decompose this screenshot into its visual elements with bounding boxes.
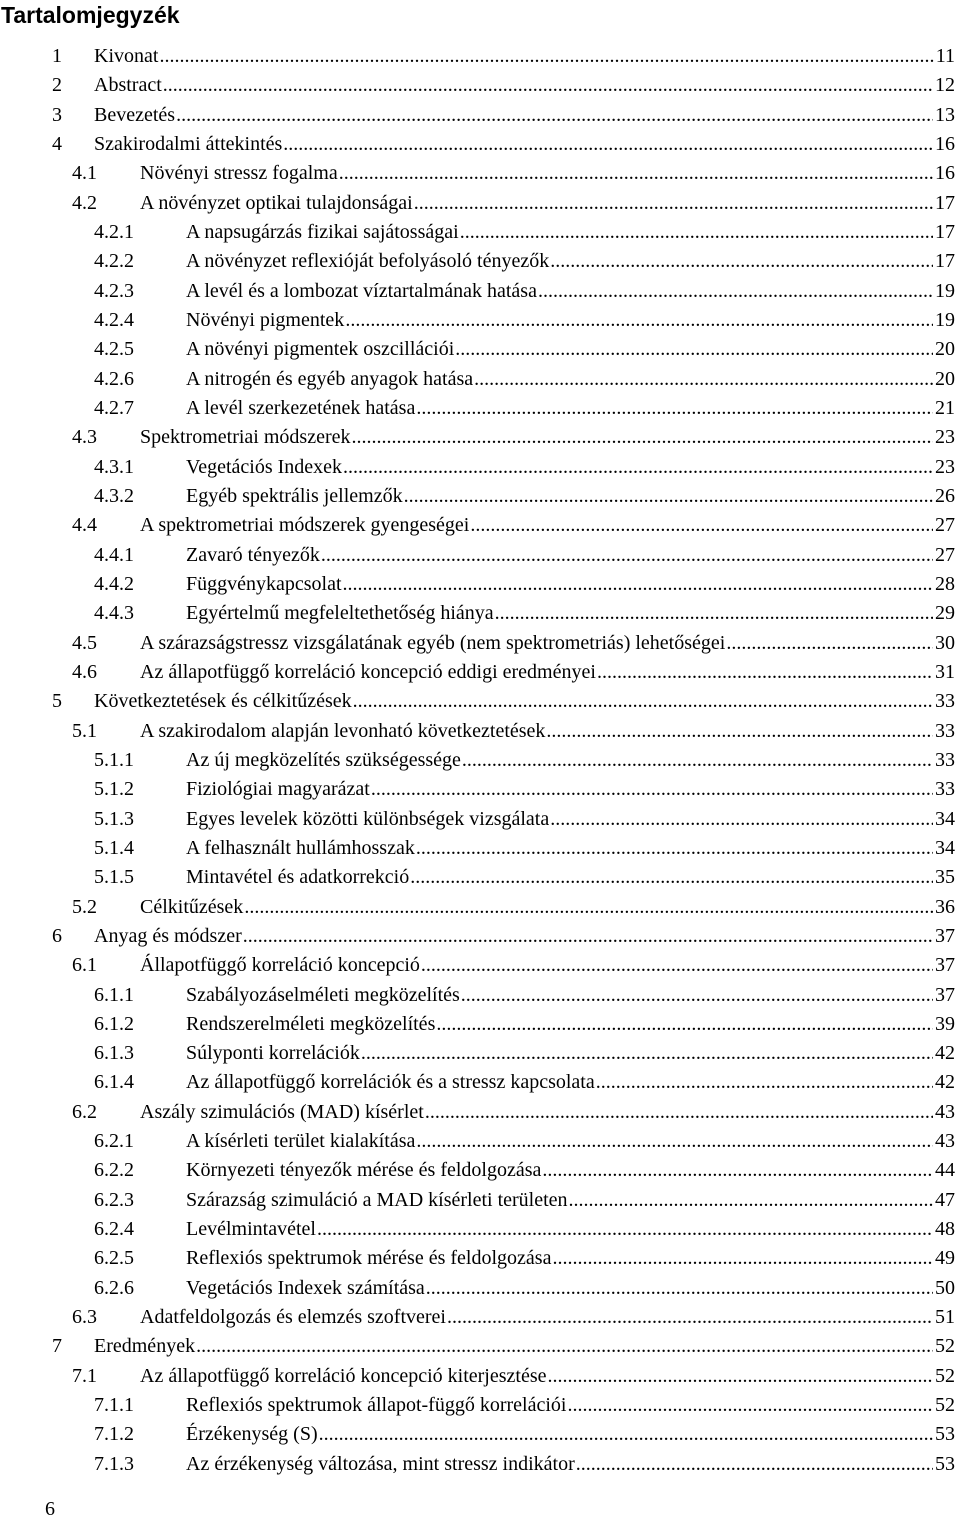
toc-entry-number: 4.5 [72, 631, 97, 654]
dot-leader [548, 1362, 934, 1391]
toc-entry-title: Az állapotfüggő korreláció koncepció eddigi eredményei [140, 660, 596, 683]
toc-entry-number: 6.2.4 [94, 1218, 134, 1241]
toc-entry-title: Aszály szimulációs (MAD) kísérlet [140, 1100, 424, 1123]
toc-entry-page: 33 [935, 778, 955, 801]
toc-heading: Tartalomjegyzék [1, 2, 180, 28]
toc-entry-page: 37 [935, 983, 955, 1006]
toc-entry-page: 33 [935, 719, 955, 742]
toc-entry-number: 5.1.1 [94, 748, 134, 771]
dot-leader [474, 365, 933, 394]
toc-entry-number: 6.2.2 [94, 1159, 134, 1182]
toc-entry[interactable] [0, 1215, 960, 1244]
dot-leader [345, 306, 933, 335]
dot-leader [567, 1391, 933, 1420]
toc-entry[interactable] [0, 629, 960, 658]
toc-entry-page: 20 [935, 367, 955, 390]
toc-entry-page: 43 [935, 1130, 955, 1153]
toc-entry-page: 43 [935, 1100, 955, 1123]
toc-entry[interactable] [0, 365, 960, 394]
toc-entry[interactable] [0, 922, 960, 951]
toc-entry-number: 4.2.7 [94, 396, 134, 419]
toc-entry-page: 30 [935, 631, 955, 654]
toc-entry[interactable] [0, 570, 960, 599]
toc-entry-title: A levél szerkezetének hatása [186, 396, 416, 419]
toc-entry[interactable] [0, 247, 960, 276]
toc-entry[interactable] [0, 394, 960, 423]
dot-leader [421, 951, 933, 980]
toc-entry-page: 37 [935, 954, 955, 977]
toc-entry-number: 4.1 [72, 162, 97, 185]
toc-entry[interactable] [0, 189, 960, 218]
toc-entry-number: 6.1 [72, 954, 97, 977]
toc-entry-title: Az új megközelítés szükségessége [186, 748, 461, 771]
toc-entry-title: Következtetések és célkitűzések [94, 690, 352, 713]
toc-entry-page: 34 [935, 807, 955, 830]
toc-entry[interactable] [0, 658, 960, 687]
toc-entry-number: 4.6 [72, 660, 97, 683]
dot-leader [283, 130, 933, 159]
dot-leader [163, 71, 933, 100]
toc-entry[interactable] [0, 981, 960, 1010]
dot-leader [244, 893, 933, 922]
dot-leader [343, 570, 933, 599]
dot-leader [455, 335, 933, 364]
toc-entry-title: Fiziológiai magyarázat [186, 778, 370, 801]
toc-entry-page: 49 [935, 1247, 955, 1270]
toc-entry-page: 31 [935, 660, 955, 683]
dot-leader [416, 394, 933, 423]
toc-entry-number: 4.2.1 [94, 220, 134, 243]
toc-entry-number: 7.1.2 [94, 1423, 134, 1446]
toc-entry-page: 33 [935, 748, 955, 771]
dot-leader [353, 687, 933, 716]
toc-entry[interactable] [0, 1332, 960, 1361]
toc-entry-number: 6.2.6 [94, 1276, 134, 1299]
dot-leader [597, 658, 933, 687]
toc-entry-number: 6.2 [72, 1100, 97, 1123]
toc-entry[interactable] [0, 159, 960, 188]
toc-entry-page: 12 [935, 74, 955, 97]
toc-entry-page: 52 [935, 1335, 955, 1358]
toc-entry-number: 7.1.1 [94, 1394, 134, 1417]
dot-leader [321, 541, 933, 570]
dot-leader [410, 863, 933, 892]
toc-entry[interactable] [0, 511, 960, 540]
dot-leader [416, 1127, 933, 1156]
toc-entry[interactable] [0, 599, 960, 628]
toc-entry-page: 28 [935, 572, 955, 595]
toc-entry[interactable] [0, 805, 960, 834]
toc-entry-title: Vegetációs Indexek [186, 455, 343, 478]
toc-entry-page: 52 [935, 1364, 955, 1387]
toc-entry-number: 5.1.2 [94, 778, 134, 801]
toc-entry-title: Egyes levelek közötti különbségek vizsgálata [186, 807, 550, 830]
toc-entry-title: A spektrometriai módszerek gyengeségei [140, 514, 470, 537]
toc-entry-title: Rendszerelméleti megközelítés [186, 1012, 436, 1035]
dot-leader [343, 453, 933, 482]
dot-leader [576, 1450, 933, 1479]
toc-entry[interactable] [0, 71, 960, 100]
toc-entry-title: A felhasznált hullámhosszak [186, 836, 415, 859]
dot-leader [546, 717, 933, 746]
toc-entry-page: 53 [935, 1452, 955, 1475]
toc-entry-title: Célkitűzések [140, 895, 244, 918]
toc-entry-number: 4.4.2 [94, 572, 134, 595]
toc-entry-title: Spektrometriai módszerek [140, 426, 351, 449]
toc-entry-title: Egyéb spektrális jellemzők [186, 484, 403, 507]
toc-entry-title: Érzékenység (S) [186, 1423, 318, 1446]
toc-entry-title: A szárazságstressz vizsgálatának egyéb (nem spektrometriás) lehetőségei [140, 631, 726, 654]
dot-leader [447, 1303, 933, 1332]
toc-entry-page: 36 [935, 895, 955, 918]
toc-entry-page: 44 [935, 1159, 955, 1182]
toc-entry-number: 7.1.3 [94, 1452, 134, 1475]
toc-entry-title: Az érzékenység változása, mint stressz indikátor [186, 1452, 575, 1475]
dot-leader [176, 101, 933, 130]
toc-entry-title: Szárazság szimuláció a MAD kísérleti területen [186, 1188, 568, 1211]
toc-entry-page: 27 [935, 514, 955, 537]
toc-entry-page: 51 [935, 1306, 955, 1329]
toc-entry-title: Szabályozáselméleti megközelítés [186, 983, 460, 1006]
toc-entry-number: 4.2 [72, 191, 97, 214]
toc-entry-number: 6.3 [72, 1306, 97, 1329]
table-of-contents [0, 42, 960, 1479]
dot-leader [319, 1420, 933, 1449]
toc-entry[interactable] [0, 1362, 960, 1391]
toc-entry-page: 35 [935, 866, 955, 889]
dot-leader [196, 1332, 933, 1361]
dot-leader [426, 1274, 933, 1303]
toc-entry-title: Növényi pigmentek [186, 308, 345, 331]
dot-leader [552, 1244, 933, 1273]
toc-entry-title: A növényi pigmentek oszcillációi [186, 338, 455, 361]
toc-entry[interactable] [0, 893, 960, 922]
toc-entry-page: 53 [935, 1423, 955, 1446]
dot-leader [436, 1010, 933, 1039]
toc-entry[interactable] [0, 335, 960, 364]
toc-entry-number: 4.4.3 [94, 602, 134, 625]
toc-entry-number: 2 [52, 74, 62, 97]
toc-entry-title: A növényzet reflexióját befolyásoló tényezők [186, 250, 550, 273]
toc-entry[interactable] [0, 277, 960, 306]
toc-entry-title: A kísérleti terület kialakítása [186, 1130, 416, 1153]
toc-entry-number: 7.1 [72, 1364, 97, 1387]
dot-leader [404, 482, 933, 511]
toc-entry-title: Adatfeldolgozás és elemzés szoftverei [140, 1306, 446, 1329]
toc-entry-title: Egyértelmű megfeleltethetőség hiánya [186, 602, 494, 625]
toc-entry[interactable] [0, 1391, 960, 1420]
toc-entry-page: 52 [935, 1394, 955, 1417]
toc-entry-title: Kivonat [94, 45, 159, 67]
toc-entry-page: 23 [935, 455, 955, 478]
dot-leader [495, 599, 933, 628]
toc-entry-number: 5.1 [72, 719, 97, 742]
toc-entry-title: Környezeti tényezők mérése és feldolgozása [186, 1159, 542, 1182]
dot-leader [460, 218, 933, 247]
dot-leader [550, 805, 933, 834]
toc-entry-page: 47 [935, 1188, 955, 1211]
dot-leader [596, 1068, 933, 1097]
toc-entry-title: Reflexiós spektrumok mérése és feldolgozása [186, 1247, 552, 1270]
toc-entry-title: Abstract [94, 74, 162, 97]
toc-entry-number: 4 [52, 132, 62, 155]
toc-entry-title: Szakirodalmi áttekintés [94, 132, 283, 155]
toc-entry[interactable] [0, 306, 960, 335]
toc-entry-number: 4.2.6 [94, 367, 134, 390]
toc-entry-number: 6.2.1 [94, 1130, 134, 1153]
dot-leader [569, 1186, 933, 1215]
toc-entry-page: 17 [935, 191, 955, 214]
dot-leader [542, 1156, 933, 1185]
toc-entry-number: 3 [52, 103, 62, 126]
toc-entry[interactable] [0, 1274, 960, 1303]
toc-entry[interactable] [0, 423, 960, 452]
toc-entry-page: 26 [935, 484, 955, 507]
toc-entry-number: 4.2.5 [94, 338, 134, 361]
toc-entry-page: 16 [935, 132, 955, 155]
toc-entry-title: Növényi stressz fogalma [140, 162, 338, 185]
toc-entry-page: 23 [935, 426, 955, 449]
dot-leader [461, 981, 933, 1010]
toc-entry-number: 4.2.4 [94, 308, 134, 331]
toc-entry[interactable] [0, 1156, 960, 1185]
dot-leader [425, 1098, 933, 1127]
toc-entry-page: 42 [935, 1042, 955, 1065]
toc-entry-number: 4.3.2 [94, 484, 134, 507]
toc-entry-page: 48 [935, 1218, 955, 1241]
toc-entry[interactable] [0, 1450, 960, 1479]
toc-entry-title: Vegetációs Indexek számítása [186, 1276, 425, 1299]
toc-entry-number: 4.3.1 [94, 455, 134, 478]
dot-leader [352, 423, 934, 452]
toc-entry[interactable] [0, 101, 960, 130]
dot-leader [538, 277, 933, 306]
toc-entry[interactable] [0, 1420, 960, 1449]
toc-entry[interactable] [0, 951, 960, 980]
dot-leader [371, 775, 933, 804]
toc-entry-title: Súlyponti korrelációk [186, 1042, 360, 1065]
toc-entry[interactable] [0, 775, 960, 804]
toc-entry-number: 4.3 [72, 426, 97, 449]
toc-entry-page: 37 [935, 924, 955, 947]
toc-entry[interactable] [0, 541, 960, 570]
dot-leader [317, 1215, 933, 1244]
toc-entry[interactable] [0, 1303, 960, 1332]
toc-entry-title: Függvénykapcsolat [186, 572, 342, 595]
toc-entry[interactable] [0, 1068, 960, 1097]
toc-entry[interactable] [0, 218, 960, 247]
dot-leader [361, 1039, 933, 1068]
toc-entry-title: A napsugárzás fizikai sajátosságai [186, 220, 459, 243]
toc-entry-number: 7 [52, 1335, 62, 1358]
dot-leader [726, 629, 933, 658]
toc-entry-title: Zavaró tényezők [186, 543, 320, 566]
toc-entry-number: 4.2.2 [94, 250, 134, 273]
toc-entry-title: A nitrogén és egyéb anyagok hatása [186, 367, 474, 390]
toc-entry[interactable] [0, 717, 960, 746]
toc-entry[interactable] [0, 1039, 960, 1068]
dot-leader [550, 247, 933, 276]
toc-entry-page: 19 [935, 308, 955, 331]
toc-entry-page: 16 [935, 162, 955, 185]
toc-entry[interactable] [0, 834, 960, 863]
toc-entry-page: 20 [935, 338, 955, 361]
toc-entry-page: 39 [935, 1012, 955, 1035]
toc-entry-number: 5.1.5 [94, 866, 134, 889]
toc-entry-title: Levélmintavétel [186, 1218, 316, 1241]
toc-entry[interactable] [0, 1127, 960, 1156]
toc-entry-page: 34 [935, 836, 955, 859]
toc-entry[interactable] [0, 1098, 960, 1127]
toc-entry-title: Az állapotfüggő korrelációk és a stressz kapcsolata [186, 1071, 595, 1094]
toc-entry[interactable] [0, 1244, 960, 1273]
dot-leader [243, 922, 933, 951]
toc-entry-title: Mintavétel és adatkorrekció [186, 866, 410, 889]
toc-entry-number: 6.1.2 [94, 1012, 134, 1035]
toc-entry-number: 6.2.5 [94, 1247, 134, 1270]
toc-entry-title: A növényzet optikai tulajdonságai [140, 191, 413, 214]
toc-entry-number: 5.1.4 [94, 836, 134, 859]
dot-leader [462, 746, 933, 775]
toc-entry-number: 6 [52, 924, 62, 947]
toc-entry[interactable] [0, 1010, 960, 1039]
toc-entry[interactable] [0, 482, 960, 511]
toc-entry-number: 5 [52, 690, 62, 713]
toc-entry-number: 5.1.3 [94, 807, 134, 830]
toc-entry-title: A szakirodalom alapján levonható következtetések [140, 719, 546, 742]
toc-entry-page: 33 [935, 690, 955, 713]
toc-entry-page: 42 [935, 1071, 955, 1094]
toc-entry-number: 6.1.1 [94, 983, 134, 1006]
toc-entry-title: Az állapotfüggő korreláció koncepció kiterjesztése [140, 1364, 547, 1387]
dot-leader [416, 834, 933, 863]
toc-entry-number: 4.2.3 [94, 279, 134, 302]
toc-entry-title: Állapotfüggő korreláció koncepció [140, 954, 420, 977]
toc-entry-title: Reflexiós spektrumok állapot-függő korrelációi [186, 1394, 567, 1417]
toc-entry-title: Bevezetés [94, 103, 176, 126]
toc-entry-page: 29 [935, 602, 955, 625]
toc-entry-number: 6.1.3 [94, 1042, 134, 1065]
toc-entry-page: 21 [935, 396, 955, 419]
toc-entry-title: A levél és a lombozat víztartalmának hatása [186, 279, 537, 302]
toc-entry-number: 5.2 [72, 895, 97, 918]
toc-entry-page: 27 [935, 543, 955, 566]
toc-entry-page: 11 [935, 45, 955, 67]
dot-leader [159, 42, 933, 71]
toc-entry-number: 6.1.4 [94, 1071, 134, 1094]
toc-entry-page: 17 [935, 220, 955, 243]
toc-entry-page: 19 [935, 279, 955, 302]
toc-entry[interactable] [0, 130, 960, 159]
toc-entry-title: Anyag és módszer [94, 924, 242, 947]
toc-entry[interactable] [0, 42, 960, 71]
page-number: 6 [45, 1498, 55, 1520]
toc-entry[interactable] [0, 746, 960, 775]
toc-entry-title: Eredmények [94, 1335, 196, 1358]
toc-entry-number: 1 [52, 45, 62, 67]
dot-leader [470, 511, 933, 540]
toc-entry-page: 17 [935, 250, 955, 273]
toc-entry-page: 50 [935, 1276, 955, 1299]
toc-entry-page: 13 [935, 103, 955, 126]
toc-entry-number: 4.4.1 [94, 543, 134, 566]
toc-entry-number: 4.4 [72, 514, 97, 537]
dot-leader [414, 189, 933, 218]
toc-entry[interactable] [0, 453, 960, 482]
toc-entry[interactable] [0, 863, 960, 892]
toc-entry-number: 6.2.3 [94, 1188, 134, 1211]
toc-entry[interactable] [0, 1186, 960, 1215]
toc-entry[interactable] [0, 687, 960, 716]
dot-leader [339, 159, 933, 188]
